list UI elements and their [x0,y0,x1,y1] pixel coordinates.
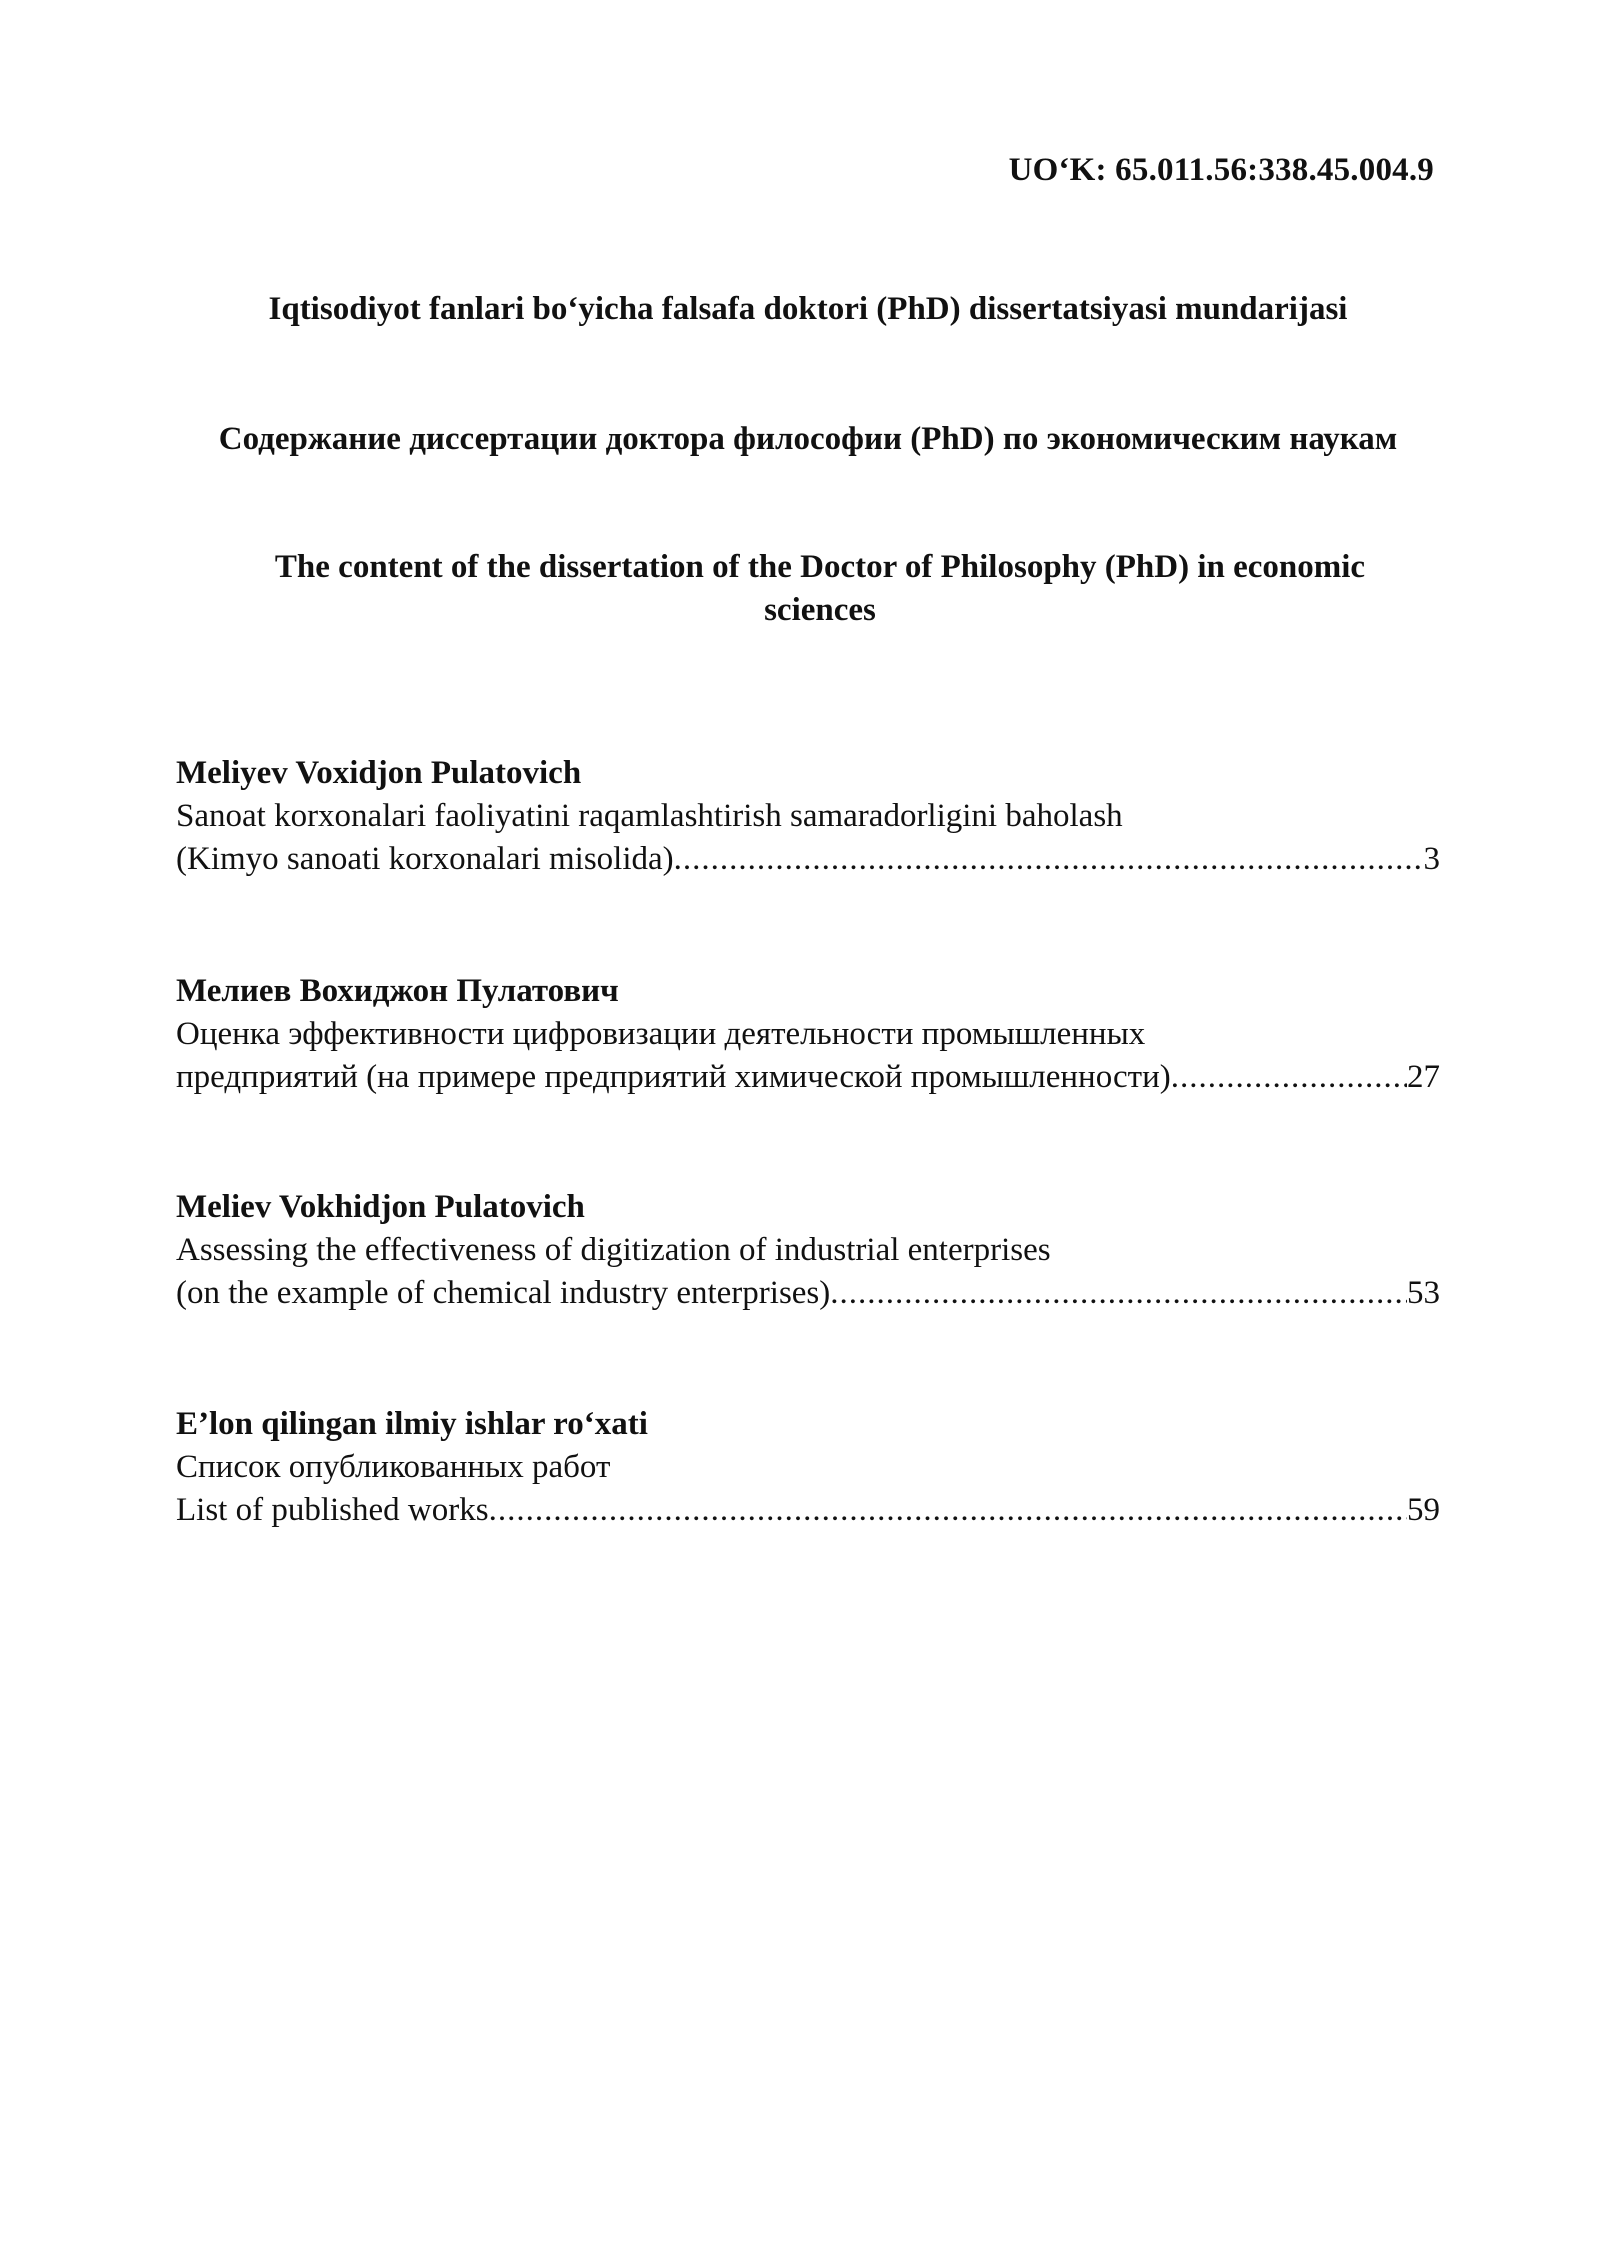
toc-title-line: предприятий (на примере предприятий химической промышленности) [176,1059,1171,1095]
dot-leader [1171,1056,1407,1099]
title-english: The content of the dissertation of the Doctor of Philosophy (PhD) in economic sciences [274,549,1366,628]
dot-leader [489,1489,1407,1532]
toc-author: Мелиев Вохиджон Пулатович [176,973,619,1009]
toc-page-number: 59 [1407,1492,1440,1528]
toc-entry-russian [176,970,1440,1099]
toc-entry-publications [176,1403,1440,1532]
toc-title-line: Assessing the effectiveness of digitization of industrial enterprises [176,1232,1051,1268]
toc-entry-uzbek [176,752,1440,881]
toc-section-heading: E’lon qilingan ilmiy ishlar ro‘xati [176,1406,648,1442]
toc-entry-english [176,1186,1440,1315]
toc-page-number: 3 [1423,841,1440,877]
dot-leader [674,838,1424,881]
toc-author: Meliev Vokhidjon Pulatovich [176,1189,585,1225]
title-russian: Содержание диссертации доктора философии (PhD) по экономическим наукам [218,421,1398,457]
toc-title-line: (on the example of chemical industry enterprises) [176,1275,831,1311]
title-uzbek: Iqtisodiyot fanlari bo‘yicha falsafa doktori (PhD) dissertatsiyasi mundarijasi [268,291,1348,327]
toc-page-number: 53 [1407,1275,1440,1311]
toc-title-line: Sanoat korxonalari faoliyatini raqamlashtirish samaradorligini baholash [176,798,1123,834]
udc-code: UO‘K: 65.011.56:338.45.004.9 [1008,152,1434,188]
toc-title-line: Оценка эффективности цифровизации деятельности промышленных [176,1016,1146,1052]
toc-leader-line [176,1489,1440,1532]
toc-leader-line [176,838,1440,881]
dot-leader [830,1272,1407,1315]
toc-page-number: 27 [1407,1059,1440,1095]
toc-author: Meliyev Voxidjon Pulatovich [176,755,582,791]
toc-title-line: Список опубликованных работ [176,1449,611,1485]
toc-leader-line [176,1272,1440,1315]
toc-title-line: (Kimyo sanoati korxonalari misolida) [176,841,674,877]
toc-leader-line [176,1056,1440,1099]
toc-title-line: List of published works [176,1492,489,1528]
